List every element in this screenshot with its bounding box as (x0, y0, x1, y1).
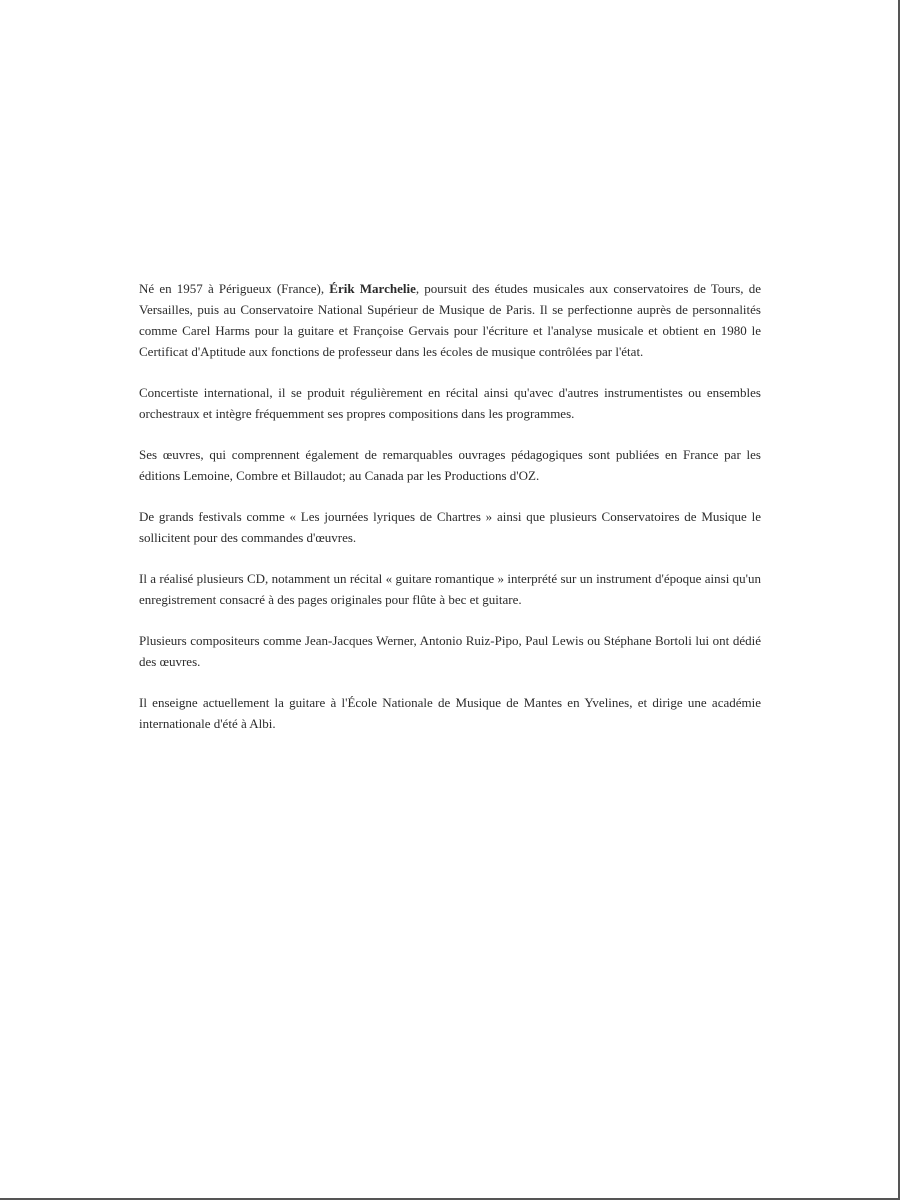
paragraph-education-text: , poursuit des études musicales aux conservatoires de Tours, de Versailles, puis au Conservatoire National Supérieur de Musique de Paris. Il se perfectionne auprès de personnalités comme Carel Harms pour la guitare et Françoise Gervais pour l'écriture et l'analyse musicale et obtient en 1980 le Certificat d'Aptitude aux fonctions de professeur dans les écoles de musique contrôlées par l'état. (139, 281, 761, 359)
paragraph-dedications: Plusieurs compositeurs comme Jean-Jacques Werner, Antonio Ruiz-Pipo, Paul Lewis ou Stéphane Bortoli lui ont dédié des œuvres. (139, 633, 761, 669)
paragraph-birth-education (139, 278, 761, 362)
paragraph-recordings: Il a réalisé plusieurs CD, notamment un récital « guitare romantique » interprété sur un instrument d'époque ainsi qu'un enregistrement consacré à des pages originales pour flûte à bec et guitare. (139, 571, 761, 607)
paragraph-concert-career: Concertiste international, il se produit régulièrement en récital ainsi qu'avec d'autres instrumentistes ou ensembles orchestraux et intègre fréquemment ses propres compositions dans les programmes. (139, 385, 761, 421)
paragraph-teaching: Il enseigne actuellement la guitare à l'École Nationale de Musique de Mantes en Yvelines, et dirige une académie internationale d'été à Albi. (139, 695, 761, 731)
paragraph-publications: Ses œuvres, qui comprennent également de remarquables ouvrages pédagogiques sont publiées en France par les éditions Lemoine, Combre et Billaudot; au Canada par les Productions d'OZ. (139, 447, 761, 483)
biography-text (139, 278, 761, 754)
paragraph-festivals: De grands festivals comme « Les journées lyriques de Chartres » ainsi que plusieurs Conservatoires de Musique le sollicitent pour des commandes d'œuvres. (139, 509, 761, 545)
paragraph-intro-text: Né en 1957 à Périgueux (France), (139, 281, 330, 296)
composer-name: Érik Marchelie (329, 281, 416, 296)
